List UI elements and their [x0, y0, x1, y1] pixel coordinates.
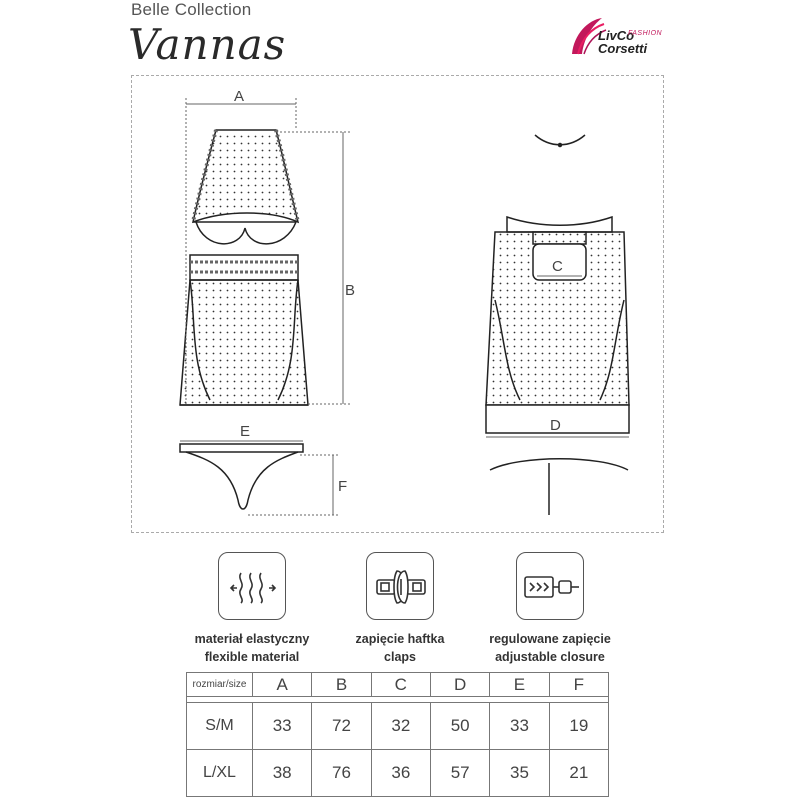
feature-flexible-material [167, 552, 337, 666]
front-view-drawing [180, 130, 308, 405]
feature-adjustable-closure [465, 552, 635, 666]
table-cell: 33 [490, 703, 549, 750]
feature-hook-clasp [315, 552, 485, 666]
hook-clasp-icon [366, 552, 434, 620]
back-view-drawing [486, 135, 629, 515]
size-name: L/XL [187, 750, 253, 797]
feature-label-pl: materiał elastyczny [194, 632, 310, 646]
column-header-e: E [490, 673, 549, 697]
size-table [186, 672, 609, 797]
column-header-a: A [253, 673, 312, 697]
table-cell: 38 [253, 750, 312, 797]
column-header-d: D [430, 673, 489, 697]
table-cell: 72 [312, 703, 371, 750]
dimension-label-d: D [550, 417, 561, 434]
product-title: Vannas [128, 20, 287, 69]
feature-label-en: adjustable closure [495, 650, 605, 664]
size-table-header [187, 673, 609, 697]
dimension-label-e: E [240, 423, 251, 440]
column-header-f: F [549, 673, 608, 697]
table-cell: 50 [430, 703, 489, 750]
dimension-label-c: C [552, 258, 563, 275]
feature-label-pl: zapięcie haftka [355, 632, 445, 646]
dimension-label-a: A [234, 88, 245, 105]
table-cell: 19 [549, 703, 608, 750]
feature-label-en: flexible material [204, 650, 300, 664]
table-row [187, 750, 609, 797]
brand-fashion-label: FASHION [628, 30, 663, 37]
table-cell: 36 [371, 750, 430, 797]
brand-name-line2: Corsetti [598, 41, 648, 56]
table-cell: 21 [549, 750, 608, 797]
size-table-corner: rozmiar/size [187, 673, 253, 697]
thong-drawing [180, 444, 303, 509]
collection-name: Belle Collection [131, 0, 252, 19]
table-cell: 33 [253, 703, 312, 750]
table-cell: 32 [371, 703, 430, 750]
table-cell: 57 [430, 750, 489, 797]
dimension-label-b: B [345, 282, 356, 299]
column-header-c: C [371, 673, 430, 697]
size-name: S/M [187, 703, 253, 750]
adjustable-closure-icon [516, 552, 584, 620]
brand-name-line1: LivCo [598, 28, 635, 43]
table-row [187, 703, 609, 750]
table-cell: 35 [490, 750, 549, 797]
feature-label-en: claps [384, 650, 416, 664]
dimension-label-f: F [338, 478, 348, 495]
table-cell: 76 [312, 750, 371, 797]
stretch-waves-icon [218, 552, 286, 620]
column-header-b: B [312, 673, 371, 697]
feature-label-pl: regulowane zapięcie [489, 632, 611, 646]
